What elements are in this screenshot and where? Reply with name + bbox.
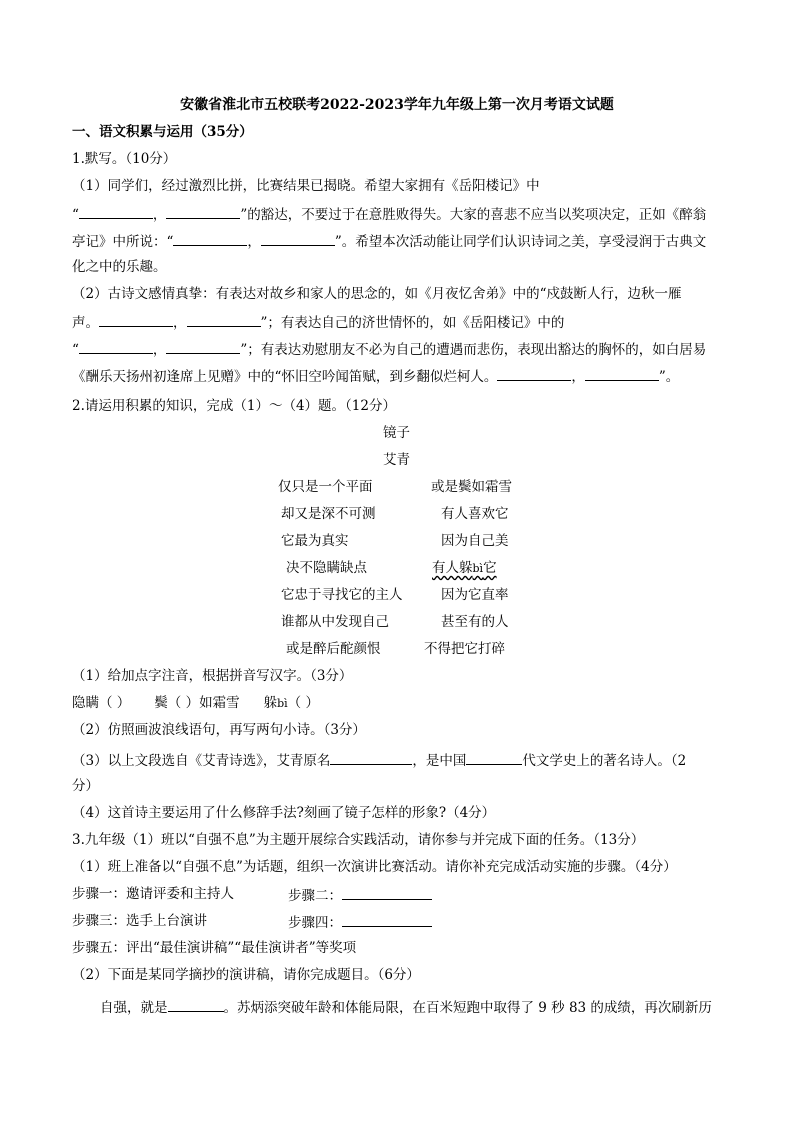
poem-left-line: 却又是深不可测 bbox=[281, 506, 376, 522]
answer-blank[interactable] bbox=[187, 312, 261, 327]
poem-right-line: 甚至有的人 bbox=[441, 614, 509, 630]
answer-blank[interactable] bbox=[330, 750, 412, 765]
q1-part2-line1: （2）古诗文感情真挚：有表达对故乡和家人的思念的，如《月夜忆舍弟》中的“戍鼓断人行，边秋一雁 bbox=[72, 286, 682, 302]
q2-sub1: （1）给加点字注音，根据拼音写汉字。（3分） bbox=[72, 668, 353, 684]
q2-sub4: （4）这首诗主要运用了什么修辞手法?刻画了镜子怎样的形象?（4分） bbox=[72, 805, 496, 821]
q2-sub3-cont: 分） bbox=[72, 778, 99, 794]
q3-sub1: （1）班上准备以“自强不息”为话题，组织一次演讲比赛活动。请你补充完成活动实施的步骤。（4分） bbox=[72, 859, 677, 875]
answer-blank[interactable] bbox=[166, 204, 240, 219]
question-1-heading: 1.默写。（10分） bbox=[72, 151, 177, 167]
q2-sub1-items: 隐瞒（ ） 鬓（ ）如霜雪 躲bì（ ） bbox=[72, 695, 319, 711]
poem-author: 艾青 bbox=[383, 452, 410, 468]
poem-left-line: 决不隐瞒缺点 bbox=[286, 560, 367, 576]
q2-sub2: （2）仿照画波浪线语句，再写两句小诗。（3分） bbox=[72, 722, 366, 738]
answer-blank[interactable] bbox=[261, 231, 335, 246]
poem-left-line: 它最为真实 bbox=[281, 533, 349, 549]
answer-blank[interactable] bbox=[342, 912, 432, 927]
poem-left-line: 谁都从中发现自己 bbox=[281, 614, 389, 630]
q1-part1-line4: 化之中的乐趣。 bbox=[72, 259, 167, 275]
answer-blank[interactable] bbox=[173, 231, 247, 246]
answer-blank[interactable] bbox=[166, 339, 240, 354]
q1-part1-line3: 亭记》中所说：“ ， ”。希望本次活动能让同学们认识诗词之美，享受浸润于古典文 bbox=[72, 231, 706, 251]
q1-part2-line3: “ ， ”；有表达劝慰朋友不必为自己的遭遇而悲伤，表现出豁达的胸怀的，如白居易 bbox=[72, 339, 706, 359]
poem-right-line: 因为自己美 bbox=[441, 533, 509, 549]
step-1: 步骤一：邀请评委和主持人 bbox=[72, 886, 234, 902]
poem-left-line: 或是醉后酡颜恨 bbox=[286, 641, 381, 657]
step-5: 步骤五：评出“最佳演讲稿”“最佳演讲者”等奖项 bbox=[72, 940, 357, 956]
poem-right-line: 或是鬓如霜雪 bbox=[431, 479, 512, 495]
answer-blank[interactable] bbox=[585, 366, 659, 381]
answer-blank[interactable] bbox=[79, 204, 153, 219]
step-3: 步骤三：选手上台演讲 bbox=[72, 913, 207, 929]
answer-blank[interactable] bbox=[168, 997, 224, 1012]
answer-blank[interactable] bbox=[497, 366, 571, 381]
poem-title: 镜子 bbox=[383, 425, 410, 441]
page-title: 安徽省淮北市五校联考2022-2023学年九年级上第一次月考语文试题 bbox=[180, 97, 614, 113]
answer-blank[interactable] bbox=[99, 312, 173, 327]
q1-part2-line4: 《酬乐天扬州初逢席上见赠》中的“怀旧空吟闻笛赋，到乡翻似烂柯人。 ， ”。 bbox=[72, 366, 679, 386]
answer-blank[interactable] bbox=[342, 885, 432, 900]
step-4: 步骤四： bbox=[288, 912, 432, 932]
speech-paragraph: 自强，就是 。苏炳添突破年龄和体能局限，在百米短跑中取得了 9 秒 83 的成绩，再次刷新历 bbox=[100, 997, 712, 1017]
poem-right-line: 不得把它打碎 bbox=[424, 641, 505, 657]
q3-sub2: （2）下面是某同学摘抄的演讲稿，请你完成题目。（6分） bbox=[72, 967, 420, 983]
q2-sub3: （3）以上文段选自《艾青诗选》，艾青原名 ，是中国 代文学史上的著名诗人。（2 bbox=[72, 750, 686, 770]
question-3-heading: 3.九年级（1）班以“自强不息”为主题开展综合实践活动，请你参与并完成下面的任务。（13分） bbox=[72, 832, 645, 848]
poem-left-line: 仅只是一个平面 bbox=[278, 479, 373, 495]
q1-part1-line2: “ ， ”的豁达，不要过于在意胜败得失。大家的喜悲不应当以奖项决定，正如《醉翁 bbox=[72, 204, 706, 224]
poem-right-line: 因为它直率 bbox=[441, 587, 509, 603]
pinyin-bi: bì bbox=[472, 562, 484, 575]
q1-part2-line2: 声。 ， ”；有表达自己的济世情怀的，如《岳阳楼记》中的 bbox=[72, 312, 564, 332]
answer-blank[interactable] bbox=[466, 750, 522, 765]
poem-right-line: 有人喜欢它 bbox=[441, 506, 509, 522]
step-2: 步骤二： bbox=[288, 885, 432, 905]
question-2-heading: 2.请运用积累的知识，完成（1）～（4）题。（12分） bbox=[72, 398, 396, 414]
answer-blank[interactable] bbox=[79, 339, 153, 354]
section-heading: 一、语文积累与运用（35分） bbox=[72, 124, 253, 140]
poem-left-line: 它忠于寻找它的主人 bbox=[281, 587, 403, 603]
q1-part1-line1: （1）同学们，经过激烈比拼，比赛结果已揭晓。希望大家拥有《岳阳楼记》中 bbox=[72, 178, 540, 194]
poem-wavy-line: 有人躲bì它 bbox=[432, 560, 497, 576]
